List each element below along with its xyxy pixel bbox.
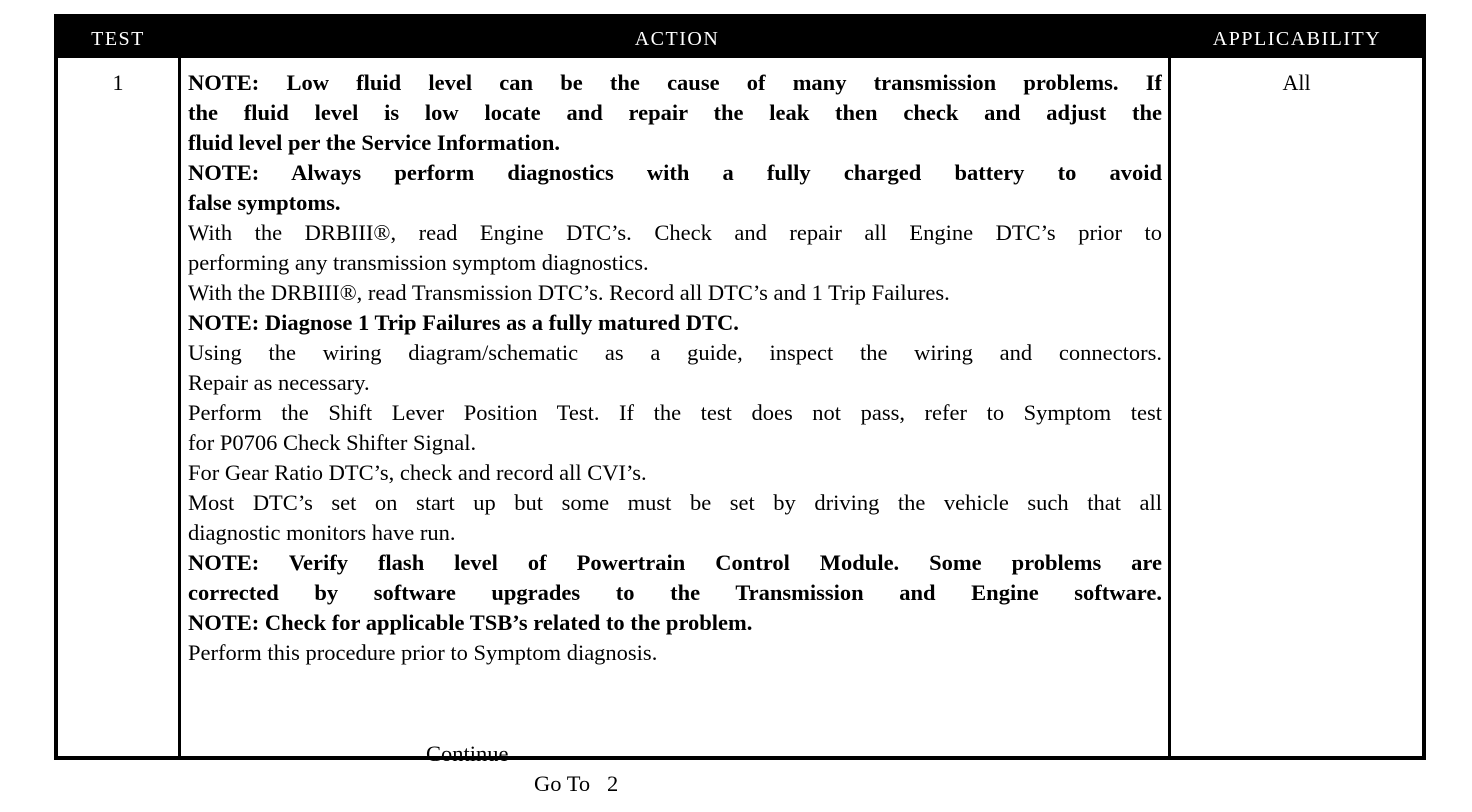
note-line: NOTE: Diagnose 1 Trip Failures as a fully matured DTC.	[188, 310, 739, 335]
column-divider	[1168, 58, 1171, 756]
instruction-line: performing any transmission symptom diagnostics.	[188, 250, 649, 275]
note-line: fluid level per the Service Information.	[188, 130, 561, 155]
note-line: corrected by software upgrades to the Transmission and Engine software.	[188, 580, 1162, 605]
instruction-line: Perform this procedure prior to Symptom diagnosis.	[188, 640, 658, 665]
header-action: ACTION	[634, 28, 720, 50]
note-line: the fluid level is low locate and repair the leak then check and adjust the	[188, 100, 1162, 125]
applicability-value: All	[1282, 70, 1311, 95]
instruction-line: Using the wiring diagram/schematic as a guide, inspect the wiring and connectors.	[188, 340, 1162, 365]
instruction-line: With the DRBIII®, read Engine DTC’s. Check and repair all Engine DTC’s prior to	[188, 220, 1162, 245]
goto-step-number: 2	[607, 771, 619, 796]
note-line: false symptoms.	[188, 190, 341, 215]
header-test: TEST	[91, 28, 145, 50]
action-text	[188, 68, 1162, 796]
instruction-line: diagnostic monitors have run.	[188, 520, 456, 545]
instruction-line: Perform the Shift Lever Position Test. If the test does not pass, refer to Symptom test	[188, 400, 1162, 425]
continue-label: Continue	[426, 741, 509, 766]
header-applicability: APPLICABILITY	[1212, 28, 1382, 50]
instruction-line: With the DRBIII®, read Transmission DTC’s. Record all DTC’s and 1 Trip Failures.	[188, 280, 950, 305]
note-line: NOTE: Check for applicable TSB’s related to the problem.	[188, 610, 753, 635]
test-number: 1	[112, 70, 124, 95]
diagnostic-table	[54, 14, 1426, 796]
note-line: NOTE: Low fluid level can be the cause of many transmission problems. If	[188, 70, 1162, 95]
note-line: NOTE: Always perform diagnostics with a fully charged battery to avoid	[188, 160, 1162, 185]
instruction-line: for P0706 Check Shifter Signal.	[188, 430, 477, 455]
goto-label: Go To	[534, 771, 591, 796]
instruction-line: Most DTC’s set on start up but some must be set by driving the vehicle such that all	[188, 490, 1162, 515]
goto-instruction[interactable]	[534, 769, 618, 799]
instruction-line: For Gear Ratio DTC’s, check and record all CVI’s.	[188, 460, 647, 485]
note-line: NOTE: Verify flash level of Powertrain Control Module. Some problems are	[188, 550, 1162, 575]
instruction-line: Repair as necessary.	[188, 370, 370, 395]
column-divider	[178, 58, 181, 756]
table-header	[58, 18, 1422, 58]
